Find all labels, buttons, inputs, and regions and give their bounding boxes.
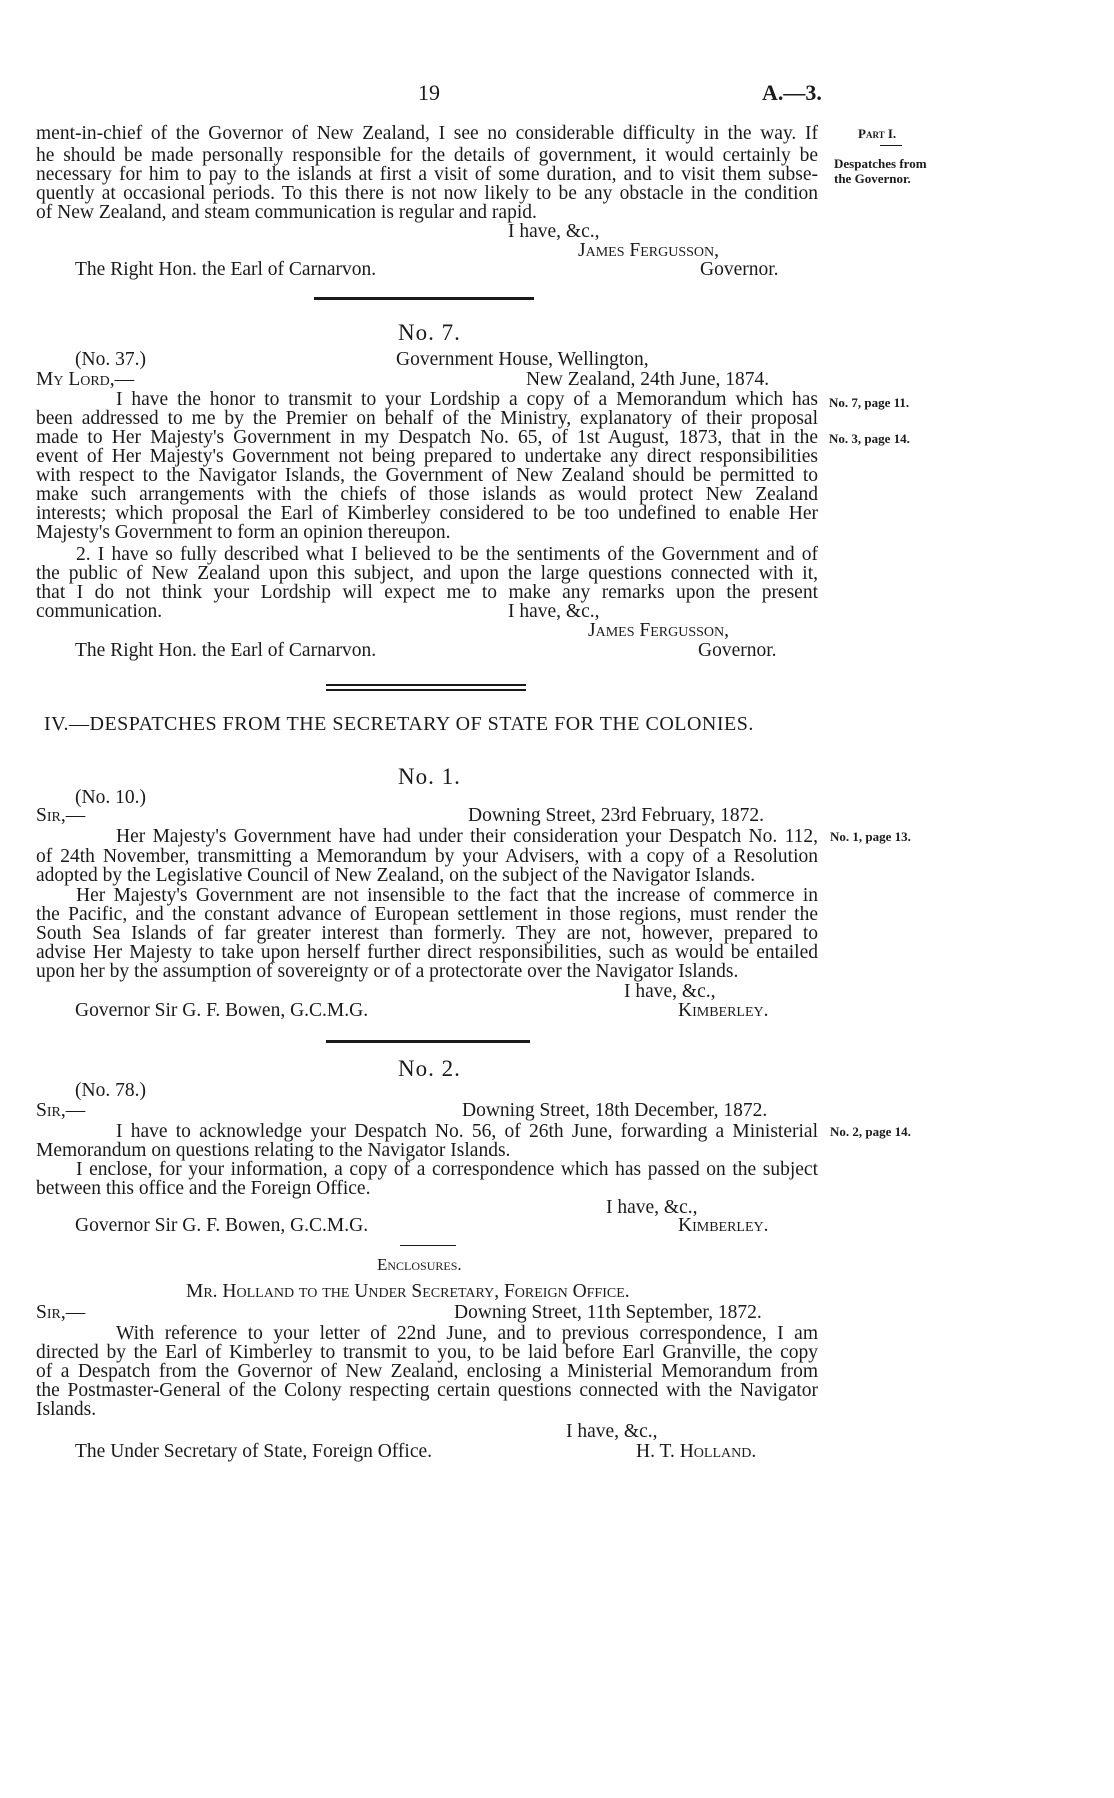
- body-line: the public of New Zealand upon this subject, and upon the large questions connected with it,: [36, 563, 818, 584]
- signer-title: Governor.: [698, 640, 777, 661]
- body-line: upon her by the assumption of sovereignty or of a protectorate over the Navigator Islands.: [36, 961, 739, 982]
- complimentary-close: I have, &c.,: [566, 1421, 658, 1442]
- body-line: event of Her Majesty's Government not being prepared to undertake any direct responsibilities: [36, 446, 818, 467]
- signer-title: Governor.: [700, 259, 779, 280]
- body-line: Majesty's Government to form an opinion thereupon.: [36, 522, 451, 543]
- signer-name: Kimberley.: [678, 1000, 769, 1021]
- salutation: My Lord,—: [36, 369, 135, 390]
- addressee: Governor Sir G. F. Bowen, G.C.M.G.: [75, 1215, 369, 1236]
- body-line: Memorandum on questions relating to the Navigator Islands.: [36, 1140, 511, 1161]
- body-line: with respect to the Navigator Islands, the Government of New Zealand should be permitted to: [36, 465, 818, 486]
- section-divider: [326, 1040, 530, 1043]
- section-divider-double-top: [326, 684, 526, 686]
- complimentary-close: I have, &c.,: [508, 221, 600, 242]
- margin-despatches-line2: the Governor.: [834, 171, 911, 186]
- despatch-reference: (No. 10.): [75, 787, 146, 808]
- body-line: I have the honor to transmit to your Lordship a copy of a Memorandum which has: [116, 389, 818, 410]
- salutation: Sir,—: [36, 1302, 86, 1323]
- margin-ref-iv-no2: No. 2, page 14.: [830, 1124, 911, 1139]
- signer-name: James Fergusson,: [578, 240, 719, 261]
- despatch-heading: No. 1.: [398, 764, 461, 789]
- section-divider: [314, 297, 534, 300]
- complimentary-close: I have, &c.,: [508, 601, 600, 622]
- body-line: of a Despatch from the Governor of New Zealand, enclosing a Ministerial Memorandum from: [36, 1361, 818, 1382]
- body-line: the Postmaster-General of the Colony respecting certain questions connected with the Navigator: [36, 1380, 818, 1401]
- despatch-heading: No. 7.: [398, 320, 461, 345]
- body-line: make such arrangements with the chiefs of those islands as would protect New Zealand: [36, 484, 818, 505]
- body-line: he should be made personally responsible for the details of government, it would certainly be: [36, 145, 818, 166]
- despatch-reference: (No. 78.): [75, 1080, 146, 1101]
- margin-part-label: Part I.: [858, 126, 897, 141]
- body-line: quently at occasional periods. To this there is not now likely to be any obstacle in the condition: [36, 183, 818, 204]
- signer-name: Kimberley.: [678, 1215, 769, 1236]
- body-line: made to Her Majesty's Government in my Despatch No. 65, of 1st August, 1873, that in the: [36, 427, 818, 448]
- body-line: I enclose, for your information, a copy of a correspondence which has passed on the subject: [76, 1159, 818, 1180]
- signer-name: H. T. Holland.: [636, 1441, 757, 1462]
- body-line: 2. I have so fully described what I believed to be the sentiments of the Government and of: [76, 544, 818, 565]
- body-line: With reference to your letter of 22nd June, and to previous correspondence, I am: [116, 1323, 818, 1344]
- addressee: Governor Sir G. F. Bowen, G.C.M.G.: [75, 1000, 369, 1021]
- salutation: Sir,—: [36, 1100, 86, 1121]
- margin-ref-no7-a: No. 7, page 11.: [829, 395, 910, 410]
- enclosure-rule: [400, 1245, 456, 1246]
- body-line: Her Majesty's Government have had under their consideration your Despatch No. 112,: [116, 826, 818, 847]
- body-line: Islands.: [36, 1399, 97, 1420]
- despatch-date: New Zealand, 24th June, 1874.: [526, 369, 770, 390]
- salutation: Sir,—: [36, 805, 86, 826]
- addressee: The Right Hon. the Earl of Carnarvon.: [75, 640, 377, 661]
- despatch-place: Government House, Wellington,: [396, 349, 649, 370]
- addressee: The Right Hon. the Earl of Carnarvon.: [75, 259, 377, 280]
- section-title: IV.—DESPATCHES FROM THE SECRETARY OF STATE FOR THE COLONIES.: [44, 713, 754, 735]
- complimentary-close: I have, &c.,: [624, 981, 716, 1002]
- section-divider-double-bottom: [326, 689, 526, 691]
- margin-ref-iv-no1: No. 1, page 13.: [830, 829, 911, 844]
- despatch-place: Downing Street, 23rd February, 1872.: [468, 805, 765, 826]
- body-line: necessary for him to pay to the islands at first a visit of some duration, and to visit them subse-: [36, 164, 818, 185]
- page-number: 19: [418, 80, 440, 105]
- body-line: directed by the Earl of Kimberley to transmit to you, to be laid before Earl Granville, the copy: [36, 1342, 818, 1363]
- addressee: The Under Secretary of State, Foreign Office.: [75, 1441, 433, 1462]
- signer-name: James Fergusson,: [588, 620, 729, 641]
- body-line: been addressed to me by the Premier on behalf of the Ministry, explanatory of their proposal: [36, 408, 818, 429]
- margin-rule: [880, 145, 902, 146]
- body-line: ment-in-chief of the Governor of New Zealand, I see no considerable difficulty in the way. If: [36, 123, 818, 144]
- body-line: of 24th November, transmitting a Memorandum by your Advisers, with a copy of a Resolution: [36, 846, 818, 867]
- body-line: interests; which proposal the Earl of Kimberley considered to be too undefined to enable Her: [36, 503, 818, 524]
- margin-despatches-line1: Despatches from: [834, 156, 927, 171]
- despatch-reference: (No. 37.): [75, 349, 146, 370]
- body-line: advise Her Majesty to take upon herself further direct responsibilities, such as would be entailed: [36, 942, 818, 963]
- body-line: Her Majesty's Government are not insensible to the fact that the increase of commerce in: [76, 885, 818, 906]
- complimentary-close: I have, &c.,: [606, 1197, 698, 1218]
- letter-place: Downing Street, 11th September, 1872.: [454, 1302, 762, 1323]
- body-line: between this office and the Foreign Office.: [36, 1178, 371, 1199]
- enclosure-title: Mr. Holland to the Under Secretary, Foreign Office.: [186, 1281, 630, 1302]
- body-line: South Sea Islands of far greater interest than formerly. They are not, however, prepared to: [36, 923, 818, 944]
- body-line: communication.: [36, 601, 163, 622]
- body-line: the Pacific, and the constant advance of European settlement in those regions, must render the: [36, 904, 818, 925]
- despatch-place: Downing Street, 18th December, 1872.: [462, 1100, 768, 1121]
- body-line: adopted by the Legislative Council of New Zealand, on the subject of the Navigator Islands.: [36, 865, 756, 886]
- despatch-heading: No. 2.: [398, 1056, 461, 1081]
- body-line: I have to acknowledge your Despatch No. 56, of 26th June, forwarding a Ministerial: [116, 1121, 818, 1142]
- margin-ref-no7-b: No. 3, page 14.: [829, 431, 910, 446]
- enclosures-heading: Enclosures.: [377, 1255, 462, 1274]
- body-line: that I do not think your Lordship will expect me to make any remarks upon the present: [36, 582, 818, 603]
- body-line: of New Zealand, and steam communication is regular and rapid.: [36, 202, 537, 223]
- document-reference: A.—3.: [762, 80, 822, 105]
